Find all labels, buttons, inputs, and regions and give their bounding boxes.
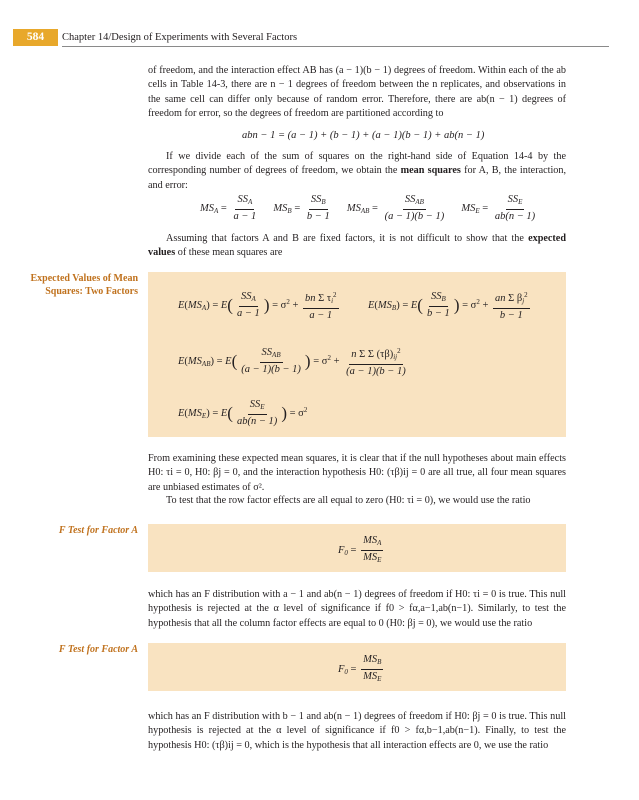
expected-mse-equation: $E(MS_E) = E$( $\frac{SS_E}{ab(n - 1)}$ ) = $\sigma^2$ <box>178 399 308 427</box>
paragraph-text: From examining these expected mean squares, it is clear that if the null hypotheses about main effects H0: τi = 0, H0: βj = 0, and the interaction hypothesis H0: (τβ)ij = 0 are all true, all four mean squares are unbiased estimates of σ². <box>148 453 566 493</box>
header-rule <box>62 46 609 47</box>
paragraph-5 <box>148 494 566 508</box>
term-mean-squares: mean squares <box>400 165 461 177</box>
margin-label-expected-values: Expected Values of Mean Squares: Two Factors <box>30 273 138 297</box>
f-test-b-equation: $F_0$ = $\frac{MS_B}{MS_E}$ <box>338 654 382 683</box>
expected-msa-equation: $E(MS_A) = E$( $\frac{SS_A}{a - 1}$ ) = $\sigma^2$ + $\frac{bn \Sigma \tau_i^2}{a - 1}$ <box>178 291 337 321</box>
paragraph-7 <box>148 710 566 753</box>
paragraph-6 <box>148 588 566 631</box>
paragraph-text: of these mean squares are <box>177 247 283 259</box>
expected-msb-equation: $E(MS_B) = E$( $\frac{SS_B}{b - 1}$ ) = $\sigma^2$ + $\frac{an \Sigma \beta_j^2}{b - 1}$ <box>368 291 528 321</box>
paragraph-text: which has an F distribution with a − 1 and ab(n − 1) degrees of freedom if H0: τi = 0 is true. This null hypothesis is rejected at the α level of significance if f0 > fα,a−1,ab(n−1). Similarly, to test the hypothesis that all the column factor effects are equal to 0 (H0: βj = 0), we would use the ratio <box>148 589 566 629</box>
term-expected-values: expected values <box>148 233 566 259</box>
paragraph-4 <box>148 452 566 495</box>
paragraph-3 <box>148 232 566 261</box>
df-partition-equation: abn − 1 = (a − 1) + (b − 1) + (a − 1)(b − 1) + ab(n − 1) <box>242 130 485 141</box>
paragraph-text: Assuming that factors A and B are fixed factors, it is not difficult to show that the <box>166 233 524 244</box>
expected-msab-equation: $E(MS_{AB}) = E$( $\frac{SS_{AB}}{(a - 1)(b - 1)}$ ) = $\sigma^2$ + $\frac{n \Sigma \Sigma (\tau\beta)_{ij}^2}{(a - 1)(b - 1)}$ <box>178 347 406 377</box>
mean-squares-equations: $MS_A$ = $\frac{SS_A}{a - 1}$ $MS_B$ = $\frac{SS_B}{b - 1}$ $MS_{AB}$ = $\frac{SS_{AB}}{(a - 1)(b - 1)}$ $MS_E$ = $\frac{SS_E}{ab(n - 1)}$ <box>200 194 536 222</box>
paragraph-1 <box>148 64 566 122</box>
paragraph-text: To test that the row factor effects are all equal to zero (H0: τi = 0), we would use the ratio <box>166 495 531 506</box>
chapter-title: Chapter 14/Design of Experiments with Several Factors <box>62 32 298 43</box>
f-test-a-equation: $F_0$ = $\frac{MS_A}{MS_E}$ <box>338 535 382 564</box>
paragraph-2 <box>148 150 566 193</box>
page-number: 584 <box>13 29 58 46</box>
paragraph-text: If we divide each of the sum of squares on the right-hand side of Equation 14-4 by the corresponding number of degrees of freedom, we obtain the <box>148 151 566 177</box>
paragraph-text: which has an F distribution with b − 1 and ab(n − 1) degrees of freedom if H0: βj = 0 is true. This null hypothesis is rejected at the α level of significance if f0 > fα,b−1,ab(n−1). Finally, to test the hypothesis H0: (τβ)ij = 0, which is the hypothesis that all interaction effects are 0, we use the ratio <box>148 711 566 751</box>
paragraph-text: of freedom, and the interaction effect AB has (a − 1)(b − 1) degrees of freedom. Within each of the ab cells in Table 14-3, there are n − 1 degrees of freedom between the n replicates, and observations in the same cell can differ only because of random error. Therefore, there are ab(n − 1) degrees of freedom for error, so the degrees of freedom are partitioned according to <box>148 65 566 120</box>
margin-label-f-test-b: F Test for Factor A <box>58 644 138 655</box>
paragraph-text: for A, B, the interaction, and error: <box>148 165 567 191</box>
margin-label-f-test-a: F Test for Factor A <box>58 525 138 536</box>
